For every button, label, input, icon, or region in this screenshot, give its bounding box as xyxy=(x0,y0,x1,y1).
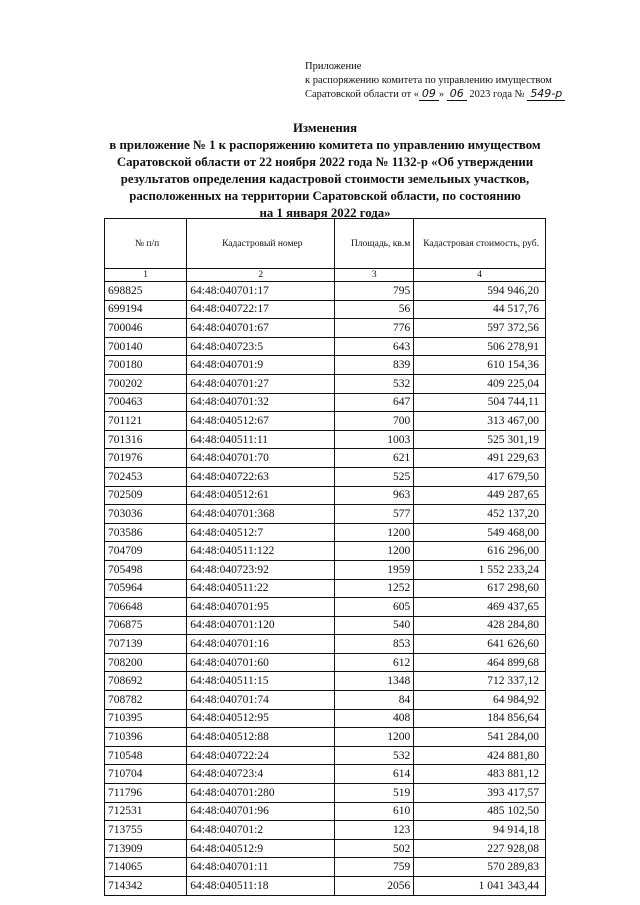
table-row xyxy=(105,374,546,393)
cadastral-cost: 424 881,80 xyxy=(414,746,546,765)
cadastral-number: 64:48:040701:16 xyxy=(187,635,335,654)
area: 776 xyxy=(335,319,414,338)
cadastral-cost: 1 552 233,24 xyxy=(414,560,546,579)
area: 759 xyxy=(335,858,414,877)
appendix-day: 09 xyxy=(419,87,439,101)
row-number: 708692 xyxy=(105,672,187,691)
table-row xyxy=(105,821,546,840)
table-row xyxy=(105,579,546,598)
table-row xyxy=(105,449,546,468)
table-row xyxy=(105,839,546,858)
cadastral-cost: 570 289,83 xyxy=(414,858,546,877)
area: 963 xyxy=(335,486,414,505)
index-4: 4 xyxy=(414,269,546,282)
cadastral-cost: 549 468,00 xyxy=(414,523,546,542)
table-row xyxy=(105,877,546,896)
table-row xyxy=(105,672,546,691)
table-row xyxy=(105,802,546,821)
table-row xyxy=(105,560,546,579)
row-number: 701316 xyxy=(105,430,187,449)
cadastral-cost: 597 372,56 xyxy=(414,319,546,338)
cadastral-number: 64:48:040723:4 xyxy=(187,765,335,784)
index-3: 3 xyxy=(335,269,414,282)
cadastral-number: 64:48:040701:280 xyxy=(187,784,335,803)
cadastral-number: 64:48:040701:17 xyxy=(187,282,335,301)
area: 577 xyxy=(335,505,414,524)
row-number: 701976 xyxy=(105,449,187,468)
row-number: 703586 xyxy=(105,523,187,542)
table-row xyxy=(105,430,546,449)
cadastral-number: 64:48:040512:95 xyxy=(187,709,335,728)
appendix-year: 2023 года № xyxy=(469,89,525,100)
table-row xyxy=(105,393,546,412)
cadastral-cost: 64 984,92 xyxy=(414,691,546,710)
table-row xyxy=(105,356,546,375)
cadastral-number: 64:48:040512:88 xyxy=(187,728,335,747)
table-row xyxy=(105,505,546,524)
appendix-line3 xyxy=(305,87,565,102)
cadastral-cost: 44 517,76 xyxy=(414,300,546,319)
index-2: 2 xyxy=(187,269,335,282)
cadastral-number: 64:48:040701:11 xyxy=(187,858,335,877)
area: 56 xyxy=(335,300,414,319)
heading-line5: на 1 января 2022 года» xyxy=(259,206,391,220)
cadastral-cost: 417 679,50 xyxy=(414,467,546,486)
area: 1003 xyxy=(335,430,414,449)
cadastral-number: 64:48:040701:60 xyxy=(187,653,335,672)
row-number: 702453 xyxy=(105,467,187,486)
cadastral-cost: 485 102,50 xyxy=(414,802,546,821)
area: 1959 xyxy=(335,560,414,579)
cadastral-cost: 525 301,19 xyxy=(414,430,546,449)
table-row xyxy=(105,635,546,654)
table-row xyxy=(105,412,546,431)
cadastral-number: 64:48:040701:32 xyxy=(187,393,335,412)
table-row xyxy=(105,858,546,877)
appendix-header xyxy=(305,60,565,102)
appendix-number: 549-р xyxy=(527,87,565,101)
cadastral-cost: 409 225,04 xyxy=(414,374,546,393)
area: 2056 xyxy=(335,877,414,896)
header-area: Площадь, кв.м xyxy=(335,219,414,269)
cadastral-cost: 641 626,60 xyxy=(414,635,546,654)
cadastral-number: 64:48:040511:18 xyxy=(187,877,335,896)
cadastral-cost: 610 154,36 xyxy=(414,356,546,375)
area: 1200 xyxy=(335,542,414,561)
cadastral-number: 64:48:040701:67 xyxy=(187,319,335,338)
row-number: 708200 xyxy=(105,653,187,672)
table-row xyxy=(105,691,546,710)
cadastral-number: 64:48:040701:95 xyxy=(187,598,335,617)
header-cost: Кадастровая стоимость, руб. xyxy=(414,219,546,269)
cadastral-cost: 491 229,63 xyxy=(414,449,546,468)
cadastral-number: 64:48:040512:9 xyxy=(187,839,335,858)
appendix-date-mid: » xyxy=(438,89,445,100)
area: 643 xyxy=(335,337,414,356)
cadastral-cost: 449 287,65 xyxy=(414,486,546,505)
cadastral-number: 64:48:040511:22 xyxy=(187,579,335,598)
area: 700 xyxy=(335,412,414,431)
cadastral-cost: 452 137,20 xyxy=(414,505,546,524)
row-number: 708782 xyxy=(105,691,187,710)
cadastral-number: 64:48:040701:120 xyxy=(187,616,335,635)
row-number: 702509 xyxy=(105,486,187,505)
cadastral-number: 64:48:040723:5 xyxy=(187,337,335,356)
table-row xyxy=(105,467,546,486)
table-row xyxy=(105,486,546,505)
row-number: 710548 xyxy=(105,746,187,765)
area: 853 xyxy=(335,635,414,654)
table-row xyxy=(105,542,546,561)
row-number: 703036 xyxy=(105,505,187,524)
area: 1348 xyxy=(335,672,414,691)
cadastral-cost: 313 467,00 xyxy=(414,412,546,431)
cadastral-number: 64:48:040723:92 xyxy=(187,560,335,579)
row-number: 704709 xyxy=(105,542,187,561)
cadastral-cost: 94 914,18 xyxy=(414,821,546,840)
table-row xyxy=(105,337,546,356)
area: 525 xyxy=(335,467,414,486)
area: 1200 xyxy=(335,523,414,542)
row-number: 700463 xyxy=(105,393,187,412)
cadastral-number: 64:48:040701:27 xyxy=(187,374,335,393)
area: 795 xyxy=(335,282,414,301)
cadastral-number: 64:48:040701:96 xyxy=(187,802,335,821)
row-number: 706875 xyxy=(105,616,187,635)
appendix-line1: Приложение xyxy=(305,61,362,72)
table-row xyxy=(105,784,546,803)
cadastral-cost: 184 856,64 xyxy=(414,709,546,728)
row-number: 699194 xyxy=(105,300,187,319)
row-number: 701121 xyxy=(105,412,187,431)
table-row xyxy=(105,282,546,301)
cadastral-cost: 617 298,60 xyxy=(414,579,546,598)
heading-line4: расположенных на территории Саратовской области, по состоянию xyxy=(129,189,521,203)
table-header-row xyxy=(105,219,546,269)
cadastral-cost: 393 417,57 xyxy=(414,784,546,803)
table-row xyxy=(105,616,546,635)
row-number: 700180 xyxy=(105,356,187,375)
row-number: 714342 xyxy=(105,877,187,896)
table-index-row xyxy=(105,269,546,282)
heading-line3: результатов определения кадастровой стоимости земельных участков, xyxy=(120,172,530,186)
cadastral-number: 64:48:040511:11 xyxy=(187,430,335,449)
area: 519 xyxy=(335,784,414,803)
cadastral-cost: 504 744,11 xyxy=(414,393,546,412)
cadastral-number: 64:48:040722:63 xyxy=(187,467,335,486)
cadastral-cost: 594 946,20 xyxy=(414,282,546,301)
cadastral-cost: 712 337,12 xyxy=(414,672,546,691)
table-row xyxy=(105,765,546,784)
row-number: 710396 xyxy=(105,728,187,747)
cadastral-cost: 506 278,91 xyxy=(414,337,546,356)
appendix-date-prefix: Саратовской области от « xyxy=(305,89,419,100)
cadastral-cost: 464 899,68 xyxy=(414,653,546,672)
row-number: 710704 xyxy=(105,765,187,784)
heading-title: Изменения xyxy=(292,121,358,135)
cadastral-number: 64:48:040701:368 xyxy=(187,505,335,524)
area: 532 xyxy=(335,746,414,765)
header-num: № п/п xyxy=(105,219,187,269)
cadastral-number: 64:48:040512:7 xyxy=(187,523,335,542)
row-number: 711796 xyxy=(105,784,187,803)
cadastral-cost: 483 881,12 xyxy=(414,765,546,784)
area: 1200 xyxy=(335,728,414,747)
area: 84 xyxy=(335,691,414,710)
cadastral-number: 64:48:040701:2 xyxy=(187,821,335,840)
row-number: 700140 xyxy=(105,337,187,356)
table-row xyxy=(105,300,546,319)
table-row xyxy=(105,653,546,672)
row-number: 698825 xyxy=(105,282,187,301)
row-number: 705964 xyxy=(105,579,187,598)
cadastral-cost: 428 284,80 xyxy=(414,616,546,635)
cadastral-cost: 1 041 343,44 xyxy=(414,877,546,896)
cadastral-number: 64:48:040701:9 xyxy=(187,356,335,375)
cadastral-number: 64:48:040511:122 xyxy=(187,542,335,561)
area: 123 xyxy=(335,821,414,840)
area: 540 xyxy=(335,616,414,635)
header-cadastral-number: Кадастровый номер xyxy=(187,219,335,269)
index-1: 1 xyxy=(105,269,187,282)
table-row xyxy=(105,709,546,728)
cadastral-number: 64:48:040722:17 xyxy=(187,300,335,319)
cadastral-number: 64:48:040512:61 xyxy=(187,486,335,505)
area: 532 xyxy=(335,374,414,393)
area: 647 xyxy=(335,393,414,412)
area: 612 xyxy=(335,653,414,672)
area: 502 xyxy=(335,839,414,858)
table-row xyxy=(105,746,546,765)
area: 839 xyxy=(335,356,414,375)
row-number: 710395 xyxy=(105,709,187,728)
area: 621 xyxy=(335,449,414,468)
row-number: 700202 xyxy=(105,374,187,393)
cadastral-cost: 469 437,65 xyxy=(414,598,546,617)
row-number: 706648 xyxy=(105,598,187,617)
table-row xyxy=(105,728,546,747)
table-row xyxy=(105,319,546,338)
area: 610 xyxy=(335,802,414,821)
cadastral-cost: 541 284,00 xyxy=(414,728,546,747)
row-number: 707139 xyxy=(105,635,187,654)
cadastral-number: 64:48:040701:74 xyxy=(187,691,335,710)
appendix-month: 06 xyxy=(447,87,467,101)
appendix-line2: к распоряжению комитета по управлению имуществом xyxy=(305,74,552,86)
row-number: 713909 xyxy=(105,839,187,858)
cadastral-table xyxy=(104,218,546,896)
row-number: 705498 xyxy=(105,560,187,579)
cadastral-number: 64:48:040512:67 xyxy=(187,412,335,431)
area: 1252 xyxy=(335,579,414,598)
row-number: 713755 xyxy=(105,821,187,840)
table-row xyxy=(105,598,546,617)
cadastral-number: 64:48:040511:15 xyxy=(187,672,335,691)
cadastral-cost: 227 928,08 xyxy=(414,839,546,858)
cadastral-number: 64:48:040701:70 xyxy=(187,449,335,468)
row-number: 714065 xyxy=(105,858,187,877)
row-number: 712531 xyxy=(105,802,187,821)
area: 408 xyxy=(335,709,414,728)
cadastral-number: 64:48:040722:24 xyxy=(187,746,335,765)
cadastral-cost: 616 296,00 xyxy=(414,542,546,561)
table-row xyxy=(105,523,546,542)
area: 614 xyxy=(335,765,414,784)
heading-line2: Саратовской области от 22 ноября 2022 года № 1132-р «Об утверждении xyxy=(116,155,534,169)
row-number: 700046 xyxy=(105,319,187,338)
heading-line1: в приложение № 1 к распоряжению комитета по управлению имуществом xyxy=(109,138,541,152)
area: 605 xyxy=(335,598,414,617)
document-heading xyxy=(95,120,555,222)
